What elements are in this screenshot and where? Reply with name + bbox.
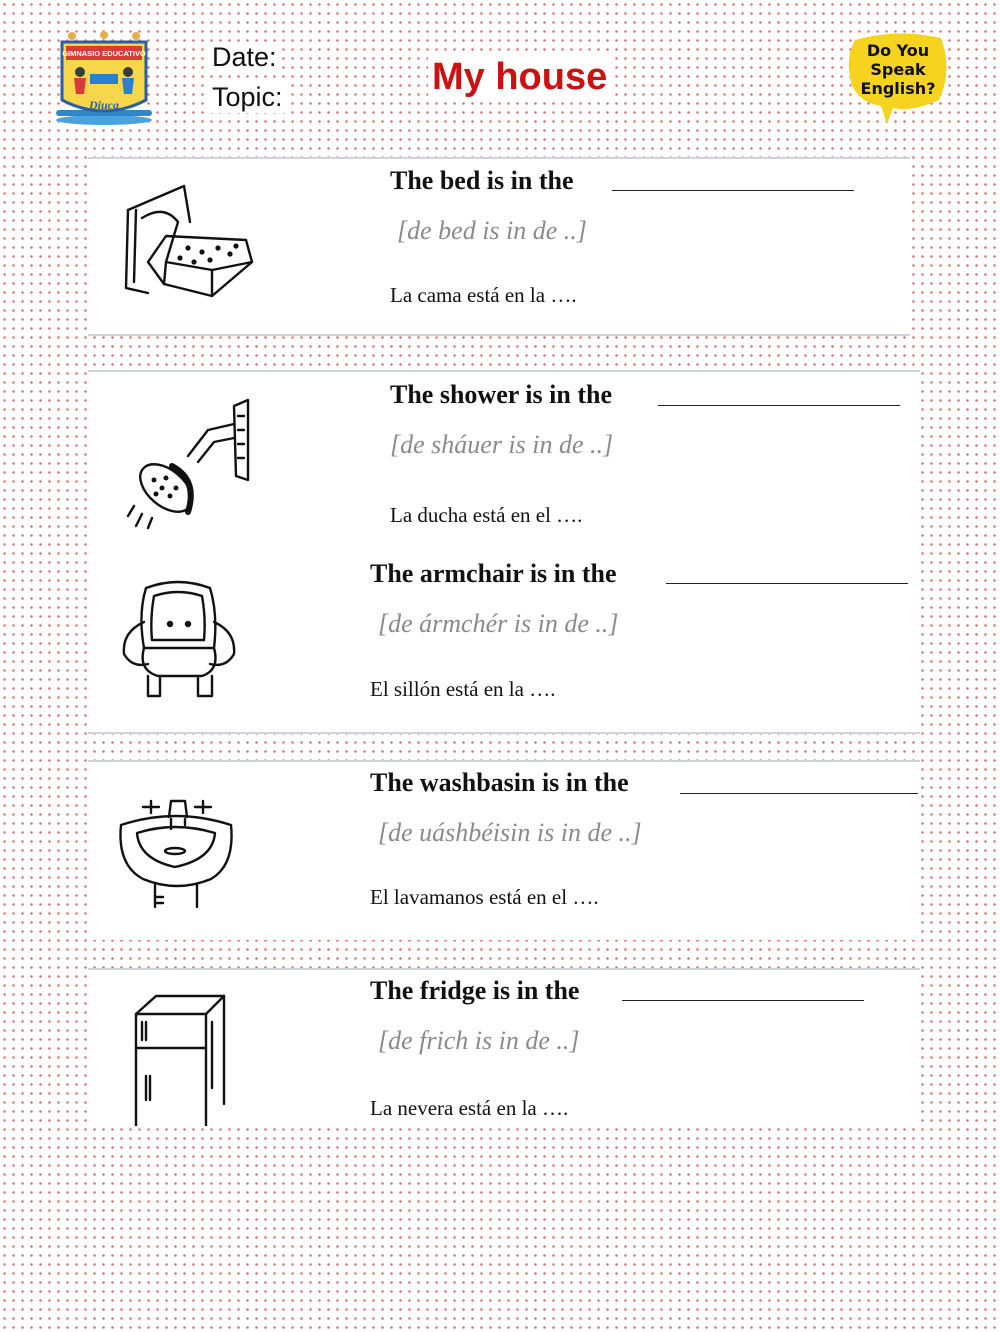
armchair-pronunciation: [de ármchér is in de ..] <box>378 609 619 638</box>
shower-spanish: La ducha está en el …. <box>390 503 583 527</box>
washbasin-icon <box>113 793 239 911</box>
page-title: My house <box>428 56 611 99</box>
school-logo-bottom-text: Diuca <box>89 98 119 112</box>
badge-line-3: English? <box>860 79 936 98</box>
bed-spanish: La cama está en la …. <box>390 283 577 307</box>
shower-answer-blank[interactable] <box>658 405 900 406</box>
badge-line-1: Do You <box>866 41 930 60</box>
date-label: Date: <box>208 42 281 73</box>
shower-sentence: The shower is in the <box>390 380 612 409</box>
washbasin-answer-blank[interactable] <box>680 793 918 794</box>
school-logo-top-text: GIMNASIO EDUCATIVO <box>62 49 146 58</box>
bed-icon <box>118 178 263 302</box>
armchair-sentence: The armchair is in the <box>370 559 617 588</box>
shower-icon <box>126 396 256 530</box>
fridge-answer-blank[interactable] <box>622 1000 864 1001</box>
speak-english-badge <box>843 30 951 126</box>
armchair-answer-blank[interactable] <box>666 583 908 584</box>
fridge-pronunciation: [de frich is in de ..] <box>378 1026 580 1055</box>
washbasin-pronunciation: [de uáshbéisin is in de ..] <box>378 818 642 847</box>
armchair-icon <box>118 578 240 700</box>
washbasin-spanish: El lavamanos está en el …. <box>370 885 599 909</box>
fridge-spanish: La nevera está en la …. <box>370 1096 569 1120</box>
fridge-sentence: The fridge is in the <box>370 976 580 1005</box>
shower-pronunciation: [de sháuer is in de ..] <box>390 430 614 459</box>
washbasin-sentence: The washbasin is in the <box>370 768 629 797</box>
armchair-spanish: El sillón está en la …. <box>370 677 556 701</box>
bed-sentence: The bed is in the <box>390 166 574 195</box>
school-crest-logo <box>52 30 156 126</box>
bed-answer-blank[interactable] <box>612 190 854 191</box>
fridge-icon <box>128 992 228 1126</box>
topic-label: Topic: <box>208 82 287 113</box>
badge-line-2: Speak <box>870 60 926 79</box>
bed-pronunciation: [de bed is in de ..] <box>397 216 587 245</box>
